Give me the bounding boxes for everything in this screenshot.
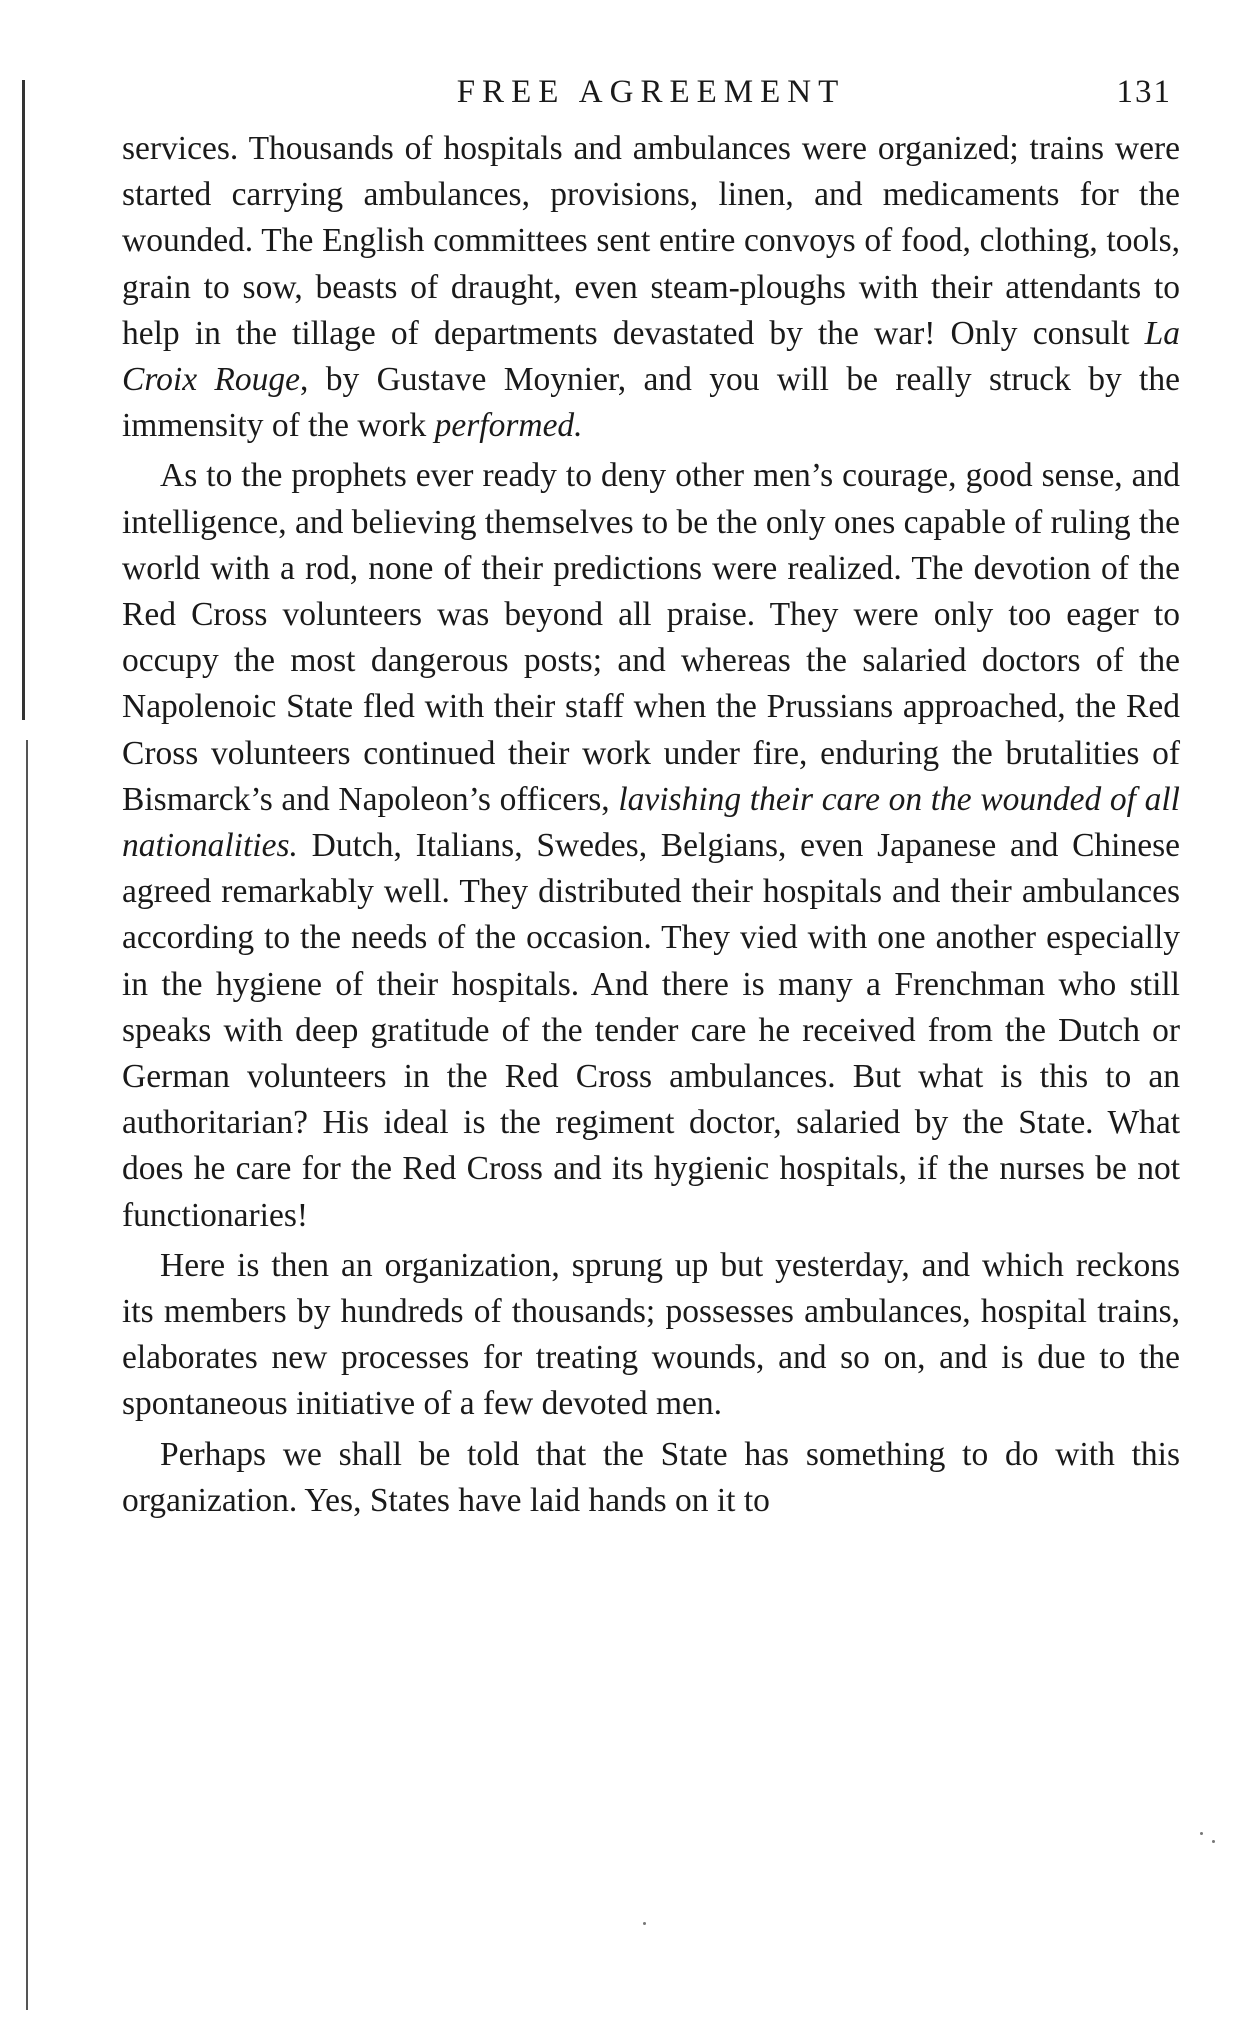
- book-page: [122, 70, 1180, 1524]
- paragraph-3: Here is then an organization, sprung up but yesterday, and which reckons its members by hundreds of thousands; possesses ambulances, hospital trains, elaborates new processes for treating wounds, and so on, and is due to the spontaneous initiative of a few devoted men.: [122, 1246, 1180, 1423]
- book-title-italic: La Croix Rouge: [122, 314, 1180, 399]
- paragraph-2: [122, 453, 1180, 1238]
- paragraph-2-text-b: Dutch, Italians, Swedes, Belgians, even Japanese and Chinese agreed remarkably well. They distributed their hospitals and their ambulances according to the needs of the occasion. They vied with one another especially in the hygiene of their hospitals. And there is many a Frenchman who still speaks with deep gratitude of the tender care he received from the Dutch or German volunteers in the Red Cross ambulances. But what is this to an authoritarian? His ideal is the regiment doctor, salaried by the State. What does he care for the Red Cross and its hygienic hospitals, if the nurses be not functionaries!: [122, 827, 1180, 1234]
- scan-speck: [1200, 1832, 1203, 1835]
- paragraph-1-text-b: , by Gustave Moynier, and you will be really struck by the immensity of the work: [122, 361, 1180, 445]
- scan-binding-edge: [22, 80, 25, 720]
- paragraph-1: [122, 126, 1180, 449]
- scan-speck: [643, 1922, 646, 1925]
- running-header: [122, 70, 1180, 120]
- paragraph-2-text-a: As to the prophets ever ready to deny other men’s courage, good sense, and intelligence, and believing themselves to be the only ones capable of ruling the world with a rod, none of their predictions were realized. The devotion of the Red Cross volunteers was beyond all praise. They were only too eager to occupy the most dangerous posts; and whereas the salaried doctors of the Napolenoic State fled with their staff when the Prussians approached, the Red Cross volunteers continued their work under fire, enduring the brutalities of Bismarck’s and Napoleon’s officers,: [122, 457, 1180, 818]
- paragraph-2-emphasis: lavishing their care on the wounded of all nationalities.: [122, 780, 1180, 865]
- paragraph-4: Perhaps we shall be told that the State has something to do with this organization. Yes, States have laid hands on it to: [122, 1435, 1180, 1519]
- paragraph-1-text-a: services. Thousands of hospitals and ambulances were organized; trains were started carrying ambulances, provisions, linen, and medicaments for the wounded. The English committees sent entire convoys of food, clothing, tools, grain to sow, beasts of draught, even steam-ploughs with their attendants to help in the tillage of departments devastated by the war! Only consult: [122, 130, 1180, 352]
- scan-gutter-line: [26, 740, 28, 2010]
- scan-speck: [1212, 1840, 1215, 1843]
- paragraph-1-emphasis: performed.: [434, 407, 583, 445]
- running-title: FREE AGREEMENT: [456, 74, 846, 110]
- page-number: 131: [1116, 74, 1172, 110]
